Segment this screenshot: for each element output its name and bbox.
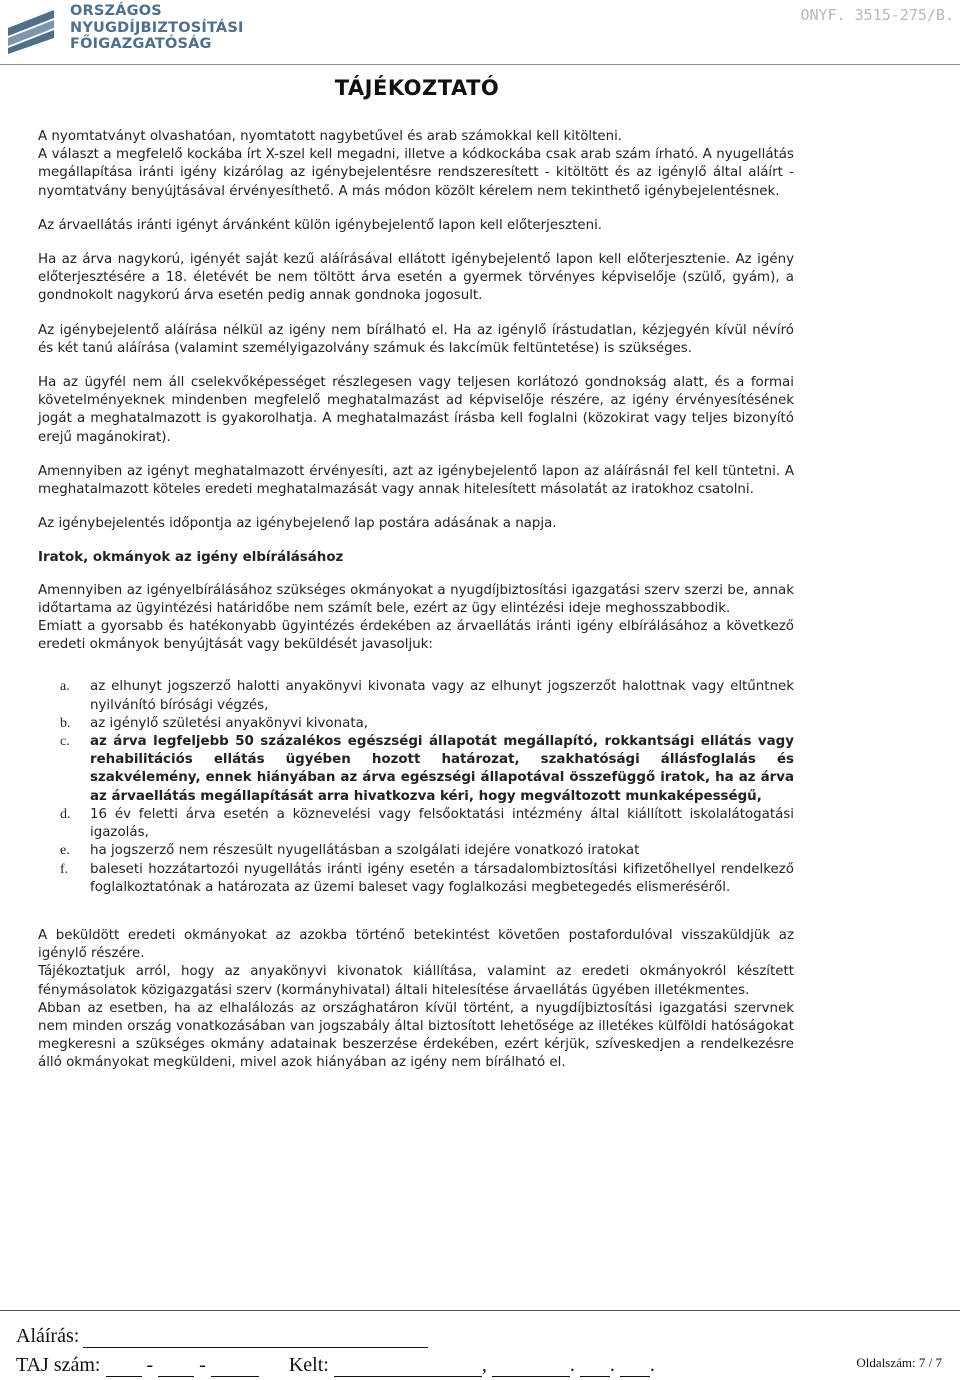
kelt-comma: ,	[481, 1354, 487, 1376]
org-line-1: ORSZÁGOS	[70, 3, 162, 19]
list-item	[38, 733, 794, 806]
paragraph-orphan-separate: Az árvaellátás iránti igényt árvánként külön igénybejelentő lapon kell előterjeszteni.	[38, 217, 603, 233]
list-item-text: 16 év feletti árva esetén a köznevelési vagy felsőoktatási intézmény által kiállított iskolalátogatási igazolás,	[90, 806, 794, 841]
list-item	[38, 842, 794, 860]
list-marker: c.	[60, 734, 70, 750]
footer-divider	[0, 1310, 960, 1311]
paragraph-authorized-representative: Amennyiben az igényt meghatalmazott érvényesíti, azt az igénybejelentő lapon az aláírásnál fel kell tüntetni. A meghatalmazott köteles eredeti meghatalmazását vagy annak hitelesített másolatát az iratokhoz csatolni.	[38, 463, 794, 498]
list-item-text: az árva legfeljebb 50 százalékos egészségi állapotát megállapító, rokkantsági ellátás vagy rehabilitációs ellátás ügyében hozott határozat, szakhatósági állásfoglalás és szakvélemény, ennek hiányában az árva egészségi állapotával összefüggő iratok, ha az árva az árvaellátás megállapítását arra hivatkozva kéri, hogy megváltozott munkaképességű,	[90, 734, 794, 804]
org-line-2: NYUGDÍJBIZTOSÍTÁSI	[70, 19, 244, 36]
kelt-month-field[interactable]	[580, 1359, 610, 1377]
kelt-label: Kelt:	[288, 1354, 329, 1376]
list-item	[38, 715, 794, 733]
paragraph-signature-required: Az igénybejelentő aláírása nélkül az igény nem bírálható el. Ha az igénylő írástudatlan, kézjegyén kívül névíró és két tanú aláírása (valamint személyigazolvány számuk és lakcímük feltüntetése) is szükséges.	[38, 322, 794, 356]
signature-row	[16, 1325, 428, 1348]
signature-label: Aláírás:	[16, 1325, 80, 1347]
document-body	[38, 128, 794, 1073]
list-marker: b.	[60, 715, 71, 731]
paragraph-return-documents: A beküldött eredeti okmányokat az azokba történő betekintést követően postafordulóval visszaküldjük az igénylő részére.	[38, 927, 794, 962]
page-title: TÁJÉKOZTATÓ	[334, 76, 500, 100]
taj-separator: -	[199, 1354, 206, 1376]
kelt-dot: .	[609, 1354, 615, 1376]
paragraph-fee-exempt: Tájékoztatjuk arról, hogy az anyakönyvi kivonatok kiállítása, valamint az eredeti okmányokról készített fénymásolatok közigazgatási szerv (kormányhivatal) általi hitelesítése árvaellátás ügyében illetékmentes.	[38, 964, 794, 998]
list-item	[38, 861, 794, 897]
header-divider	[0, 64, 960, 65]
kelt-place-field[interactable]	[334, 1359, 482, 1377]
taj-label: TAJ szám:	[16, 1354, 101, 1376]
taj-field-part-1[interactable]	[106, 1359, 142, 1377]
paragraph-authorization: Ha az ügyfél nem áll cselekvőképességet részlegesen vagy teljesen korlátozó gondnokság alatt, és a formai követelményeknek mindenben megfelelő meghatalmazást ad képviselője részére, az igény érvényesítésének jogát a meghatalmazott is gyakorolhatja. A meghatalmazást írásba kell foglalni (közokirat vagy teljes bizonyító erejű magánokirat).	[38, 375, 794, 445]
onyf-logo-icon	[6, 6, 56, 56]
list-item-text: baleseti hozzátartozói nyugellátás iránti igény esetén a társadalombiztosítási kifizetőhellyel rendelkező foglalkoztatónak a határozata az üzemi baleset vagy foglalkozási megbetegedés elismeréséről.	[90, 861, 794, 895]
paragraph-adult-orphan: Ha az árva nagykorú, igényét saját kezű aláírásával ellátott igénybejelentő lapon kell előterjesztenie. Az igény előterjesztésére a 18. életévét be nem töltött árva esetén a gyermek törvényes képviselője (szülő, gyám), a gondnokolt nagykorú árva esetén pedig annak gondnoka jogosult.	[38, 252, 794, 304]
org-line-3: FŐIGAZGATÓSÁG	[70, 36, 212, 52]
signature-field[interactable]	[83, 1329, 428, 1348]
kelt-year-field[interactable]	[492, 1359, 570, 1377]
paragraph-death-abroad: Abban az esetben, ha az elhalálozás az országhatáron kívül történt, a nyugdíjbiztosítási igazgatási szervnek nem minden ország vonatkozásában van jogszabály által biztosított lehetősége az illetékes külföldi hatóságokat megkeresni a szükséges okmány adatainak beszerzése érdekében, ezért kérjük, szíveskedjen a rendelkezésre álló okmányokat megküldeni, mivel azok hiányában az igény nem bírálható el.	[38, 1000, 794, 1071]
org-name	[70, 3, 244, 53]
document-code: ONYF. 3515-275/B.	[800, 6, 954, 24]
list-marker: a.	[60, 679, 70, 695]
list-item-text: ha jogszerző nem részesült nyugellátásban a szolgálati idejére vonatkozó iratokat	[90, 843, 640, 859]
page-header	[0, 0, 960, 66]
list-item-text: az elhunyt jogszerző halotti anyakönyvi kivonata vagy az elhunyt jogszerzőt halottnak vagy eltűntnek nyilvánító bírósági végzés,	[90, 679, 794, 713]
page-number: Oldalszám: 7 / 7	[856, 1355, 942, 1370]
kelt-dot: .	[569, 1354, 575, 1376]
taj-separator: -	[146, 1354, 154, 1376]
document-list	[38, 678, 794, 896]
section-title-documents: Iratok, okmányok az igény elbírálásához	[38, 550, 344, 566]
list-marker: d.	[60, 806, 71, 822]
list-marker: f.	[60, 861, 69, 877]
taj-field-part-2[interactable]	[158, 1359, 194, 1377]
list-item-text: az igénylő születési anyakönyvi kivonata,	[90, 715, 369, 731]
paragraph-recommended-documents: Emiatt a gyorsabb és hatékonyabb ügyintézés érdekében az árvaellátás iránti igény elbírálásához a következő eredeti okmányok benyújtását vagy beküldését javasoljuk:	[38, 619, 794, 653]
kelt-day-field[interactable]	[620, 1359, 650, 1377]
taj-kelt-row	[16, 1354, 655, 1377]
kelt-dot: .	[649, 1354, 655, 1376]
paragraph-claim-rules: A választ a megfelelő kockába írt X-szel kell megadni, illetve a kódkockába csak arab szám írható. A nyugellátás megállapítása iránti igény kizárólag az igénybejelentésre rendszeresített - kitöltött és az igénylő által aláírt - nyomtatvány benyújtásával érvényesíthető. A más módon közölt kérelem nem tekinthető igénybejelentésnek.	[38, 147, 794, 199]
paragraph-document-acquisition: Amennyiben az igényelbírálásához szükséges okmányokat a nyugdíjbiztosítási igazgatási szerv szerzi be, annak időtartama az ügyintézési határidőbe nem számít bele, ezért az ügy elintézési ideje meghosszabbodik.	[38, 582, 794, 616]
taj-field-part-3[interactable]	[211, 1359, 259, 1377]
paragraph-fill-instructions: A nyomtatványt olvashatóan, nyomtatott nagybetűvel és arab számokkal kell kitölteni.	[38, 129, 623, 144]
list-item	[38, 806, 794, 842]
paragraph-claim-date: Az igénybejelentés időpontja az igénybejelenő lap postára adásának a napja.	[38, 516, 557, 532]
list-marker: e.	[60, 843, 70, 859]
list-item	[38, 678, 794, 714]
